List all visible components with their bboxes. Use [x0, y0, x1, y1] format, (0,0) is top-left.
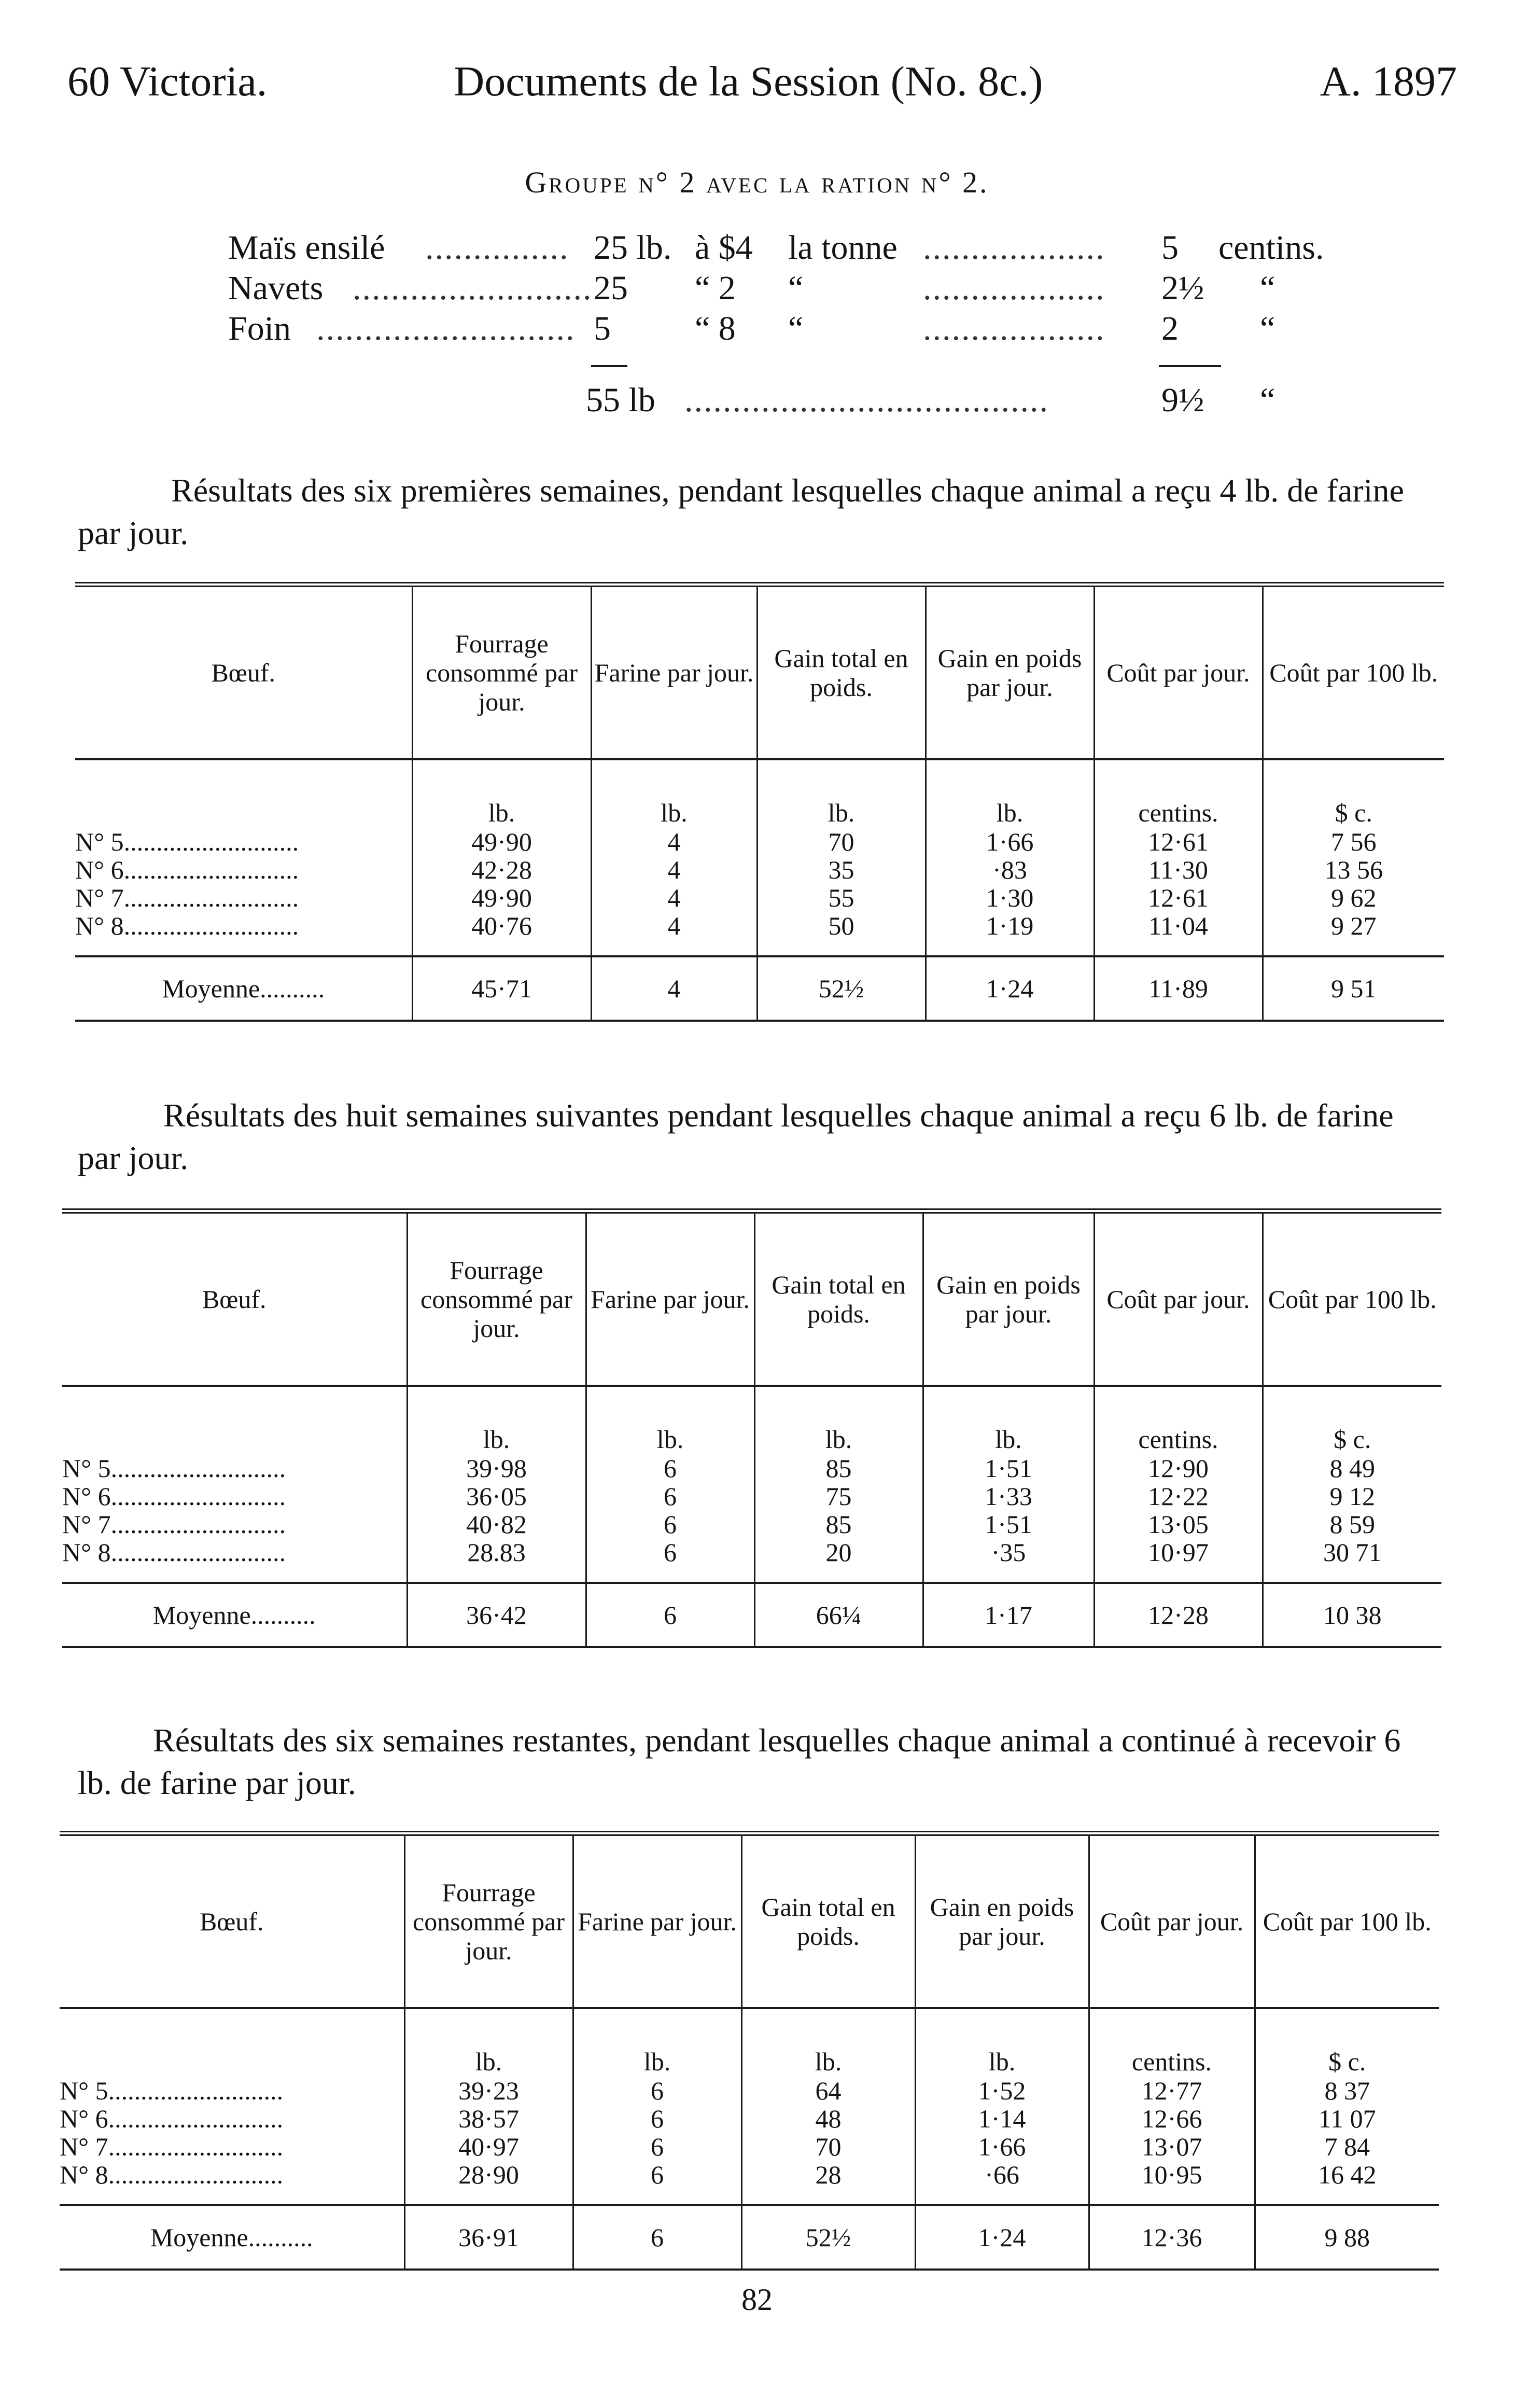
results-table — [75, 582, 1444, 1022]
cell: 8 59 — [1263, 1510, 1441, 1538]
col-header-fourrage: Fourrage consommé par jour. — [407, 1214, 586, 1386]
cell: 55 — [757, 884, 926, 912]
ration-item-cost-unit: centins. — [1218, 229, 1324, 267]
leader-dots: ........................... — [123, 912, 299, 940]
cell: 16 42 — [1255, 2161, 1439, 2189]
average-cell: 52½ — [757, 956, 926, 1021]
ration-row — [228, 309, 1369, 350]
average-cell: 12·36 — [1089, 2205, 1255, 2270]
row-label — [60, 2077, 404, 2105]
leader-dots: ......................... — [353, 269, 593, 307]
leader-dots: .......... — [260, 974, 325, 1003]
unit-cell: lb. — [412, 759, 591, 828]
table-row — [75, 828, 1444, 856]
col-header-gain-jour: Gain en poids par jour. — [923, 1214, 1094, 1386]
average-cell: 1·17 — [923, 1583, 1094, 1647]
cell: 40·76 — [412, 912, 591, 940]
cell: 39·23 — [404, 2077, 573, 2105]
leader-dots: ........................... — [110, 1482, 286, 1510]
running-header — [67, 57, 1457, 114]
row-label-text: N° 7 — [62, 1510, 111, 1538]
cell: 10·97 — [1094, 1538, 1263, 1566]
cell: 38·57 — [404, 2105, 573, 2133]
row-label-text: N° 6 — [60, 2105, 108, 2133]
ration-item-cost-unit: “ — [1260, 310, 1275, 347]
leader-dots: ............... — [425, 229, 569, 267]
table-row — [75, 884, 1444, 912]
cell: 1·66 — [915, 2133, 1089, 2161]
table-row — [62, 1454, 1441, 1482]
cell: 13 56 — [1263, 856, 1444, 884]
ration-block — [228, 228, 1369, 421]
average-cell: 1·24 — [926, 956, 1094, 1021]
ration-item-cost: 2½ — [1161, 269, 1204, 307]
leader-dots: ........................... — [108, 2161, 284, 2189]
table-row — [62, 1482, 1441, 1510]
cell: 9 62 — [1263, 884, 1444, 912]
cell: 6 — [586, 1538, 754, 1566]
cell: 4 — [591, 912, 757, 940]
results-table — [60, 1831, 1439, 2271]
unit-cell: lb. — [926, 759, 1094, 828]
ration-total-cost: 9½ — [1161, 381, 1204, 419]
leader-dots: ........................... — [108, 2133, 284, 2161]
table-row — [75, 912, 1444, 940]
average-cell: 52½ — [741, 2205, 915, 2270]
ration-item-name: Foin — [228, 310, 291, 347]
col-header-farine: Farine par jour. — [586, 1214, 754, 1386]
cell: 6 — [586, 1510, 754, 1538]
leader-dots: ........................... — [110, 1510, 286, 1538]
col-header-boeuf: Bœuf. — [75, 587, 412, 759]
cell: 1·33 — [923, 1482, 1094, 1510]
col-header-boeuf: Bœuf. — [60, 1836, 404, 2008]
ration-item-unit: “ — [788, 269, 804, 307]
cell: 12·66 — [1089, 2105, 1255, 2133]
average-cell: 11·89 — [1094, 956, 1263, 1021]
row-label-text: N° 5 — [62, 1454, 111, 1482]
ration-item-name: Maïs ensilé — [228, 229, 385, 267]
ration-total-row — [228, 381, 1369, 421]
cell: 1·51 — [923, 1510, 1094, 1538]
col-header-cout-jour: Coût par jour. — [1094, 587, 1263, 759]
units-label — [75, 759, 412, 828]
row-label — [75, 884, 412, 912]
table-row — [62, 1510, 1441, 1538]
cell: 12·61 — [1094, 884, 1263, 912]
col-header-gain-jour: Gain en poids par jour. — [915, 1836, 1089, 2008]
spacer-row — [75, 940, 1444, 956]
leader-dots: ........................... — [110, 1454, 286, 1482]
col-header-gain-jour: Gain en poids par jour. — [926, 587, 1094, 759]
cell: 40·97 — [404, 2133, 573, 2161]
ration-item-unit: “ — [788, 310, 804, 347]
ration-total-unit: “ — [1260, 381, 1275, 419]
cell: 11·30 — [1094, 856, 1263, 884]
cell: 50 — [757, 912, 926, 940]
average-cell: 1·24 — [915, 2205, 1089, 2270]
col-header-cout-100: Coût par 100 lb. — [1263, 587, 1444, 759]
cell: 8 37 — [1255, 2077, 1439, 2105]
row-label-text: N° 8 — [75, 912, 124, 940]
leader-dots: .......... — [250, 1600, 316, 1630]
cell: 39·98 — [407, 1454, 586, 1482]
cell: 85 — [754, 1454, 923, 1482]
unit-cell: centins. — [1089, 2008, 1255, 2077]
leader-dots: ................... — [923, 269, 1105, 307]
row-label — [60, 2133, 404, 2161]
cell: 49·90 — [412, 884, 591, 912]
ration-item-name: Navets — [228, 269, 324, 307]
cell: 7 84 — [1255, 2133, 1439, 2161]
ration-item-weight: 5 — [594, 310, 611, 347]
ration-item-cost-unit: “ — [1260, 269, 1275, 307]
row-label — [62, 1482, 407, 1510]
ration-item-price: à $4 — [695, 229, 753, 267]
unit-cell: lb. — [915, 2008, 1089, 2077]
unit-cell: centins. — [1094, 1386, 1263, 1454]
unit-cell: lb. — [923, 1386, 1094, 1454]
cell: 75 — [754, 1482, 923, 1510]
cell: 85 — [754, 1510, 923, 1538]
cell: 6 — [573, 2133, 741, 2161]
section-intro: Résultats des six premières semaines, pendant lesquelles chaque animal a reçu 4 lb. de farine par jour. — [78, 472, 1404, 551]
row-label-text: N° 7 — [75, 884, 124, 912]
unit-cell: lb. — [407, 1386, 586, 1454]
leader-dots: ........................... — [316, 310, 576, 347]
average-label — [62, 1583, 407, 1647]
cell: 6 — [573, 2161, 741, 2189]
unit-cell: lb. — [591, 759, 757, 828]
cell: 7 56 — [1263, 828, 1444, 856]
col-header-cout-jour: Coût par jour. — [1094, 1214, 1263, 1386]
col-header-cout-100: Coût par 100 lb. — [1263, 1214, 1441, 1386]
leader-dots: ........................... — [123, 884, 299, 912]
cell: 28.83 — [407, 1538, 586, 1566]
col-header-fourrage: Fourrage consommé par jour. — [412, 587, 591, 759]
cell: 70 — [741, 2133, 915, 2161]
page-number: 82 — [741, 2282, 773, 2317]
cell: ·66 — [915, 2161, 1089, 2189]
unit-cell: $ c. — [1263, 759, 1444, 828]
cell: 12·22 — [1094, 1482, 1263, 1510]
leader-dots: ........................... — [123, 828, 299, 856]
row-label-text: N° 5 — [60, 2077, 108, 2105]
subtotal-rule — [1159, 365, 1221, 367]
average-cell: 6 — [586, 1583, 754, 1647]
header-session: 60 Victoria. — [67, 58, 268, 105]
units-label — [60, 2008, 404, 2077]
average-cell: 36·42 — [407, 1583, 586, 1647]
table-row — [60, 2077, 1439, 2105]
average-row — [62, 1583, 1441, 1647]
row-label — [62, 1454, 407, 1482]
row-label — [62, 1538, 407, 1566]
cell: 4 — [591, 856, 757, 884]
cell: 1·52 — [915, 2077, 1089, 2105]
unit-cell: lb. — [754, 1386, 923, 1454]
ration-item-cost: 5 — [1161, 229, 1179, 267]
leader-dots: ........................... — [123, 856, 299, 884]
average-label-text: Moyenne — [152, 1600, 251, 1630]
table-row — [60, 2161, 1439, 2189]
cell: 1·66 — [926, 828, 1094, 856]
table-row — [75, 856, 1444, 884]
average-cell: 9 51 — [1263, 956, 1444, 1021]
ration-subtotal-rules — [228, 350, 1369, 381]
group-title: Groupe n° 2 avec la ration n° 2. — [525, 165, 989, 199]
table-row — [60, 2105, 1439, 2133]
unit-cell: lb. — [757, 759, 926, 828]
cell: 12·77 — [1089, 2077, 1255, 2105]
cell: 40·82 — [407, 1510, 586, 1538]
ration-total-weight: 55 lb — [586, 381, 655, 419]
row-label-text: N° 6 — [62, 1482, 111, 1510]
average-cell: 66¼ — [754, 1583, 923, 1647]
row-label — [60, 2105, 404, 2133]
row-label-text: N° 8 — [60, 2161, 108, 2189]
cell: 4 — [591, 884, 757, 912]
cell: 35 — [757, 856, 926, 884]
col-header-fourrage: Fourrage consommé par jour. — [404, 1836, 573, 2008]
cell: 1·19 — [926, 912, 1094, 940]
ration-item-unit: la tonne — [788, 229, 898, 267]
col-header-cout-jour: Coût par jour. — [1089, 1836, 1255, 2008]
cell: 6 — [586, 1482, 754, 1510]
cell: 4 — [591, 828, 757, 856]
header-documents: Documents de la Session (No. 8c.) — [454, 58, 1043, 105]
average-cell: 10 38 — [1263, 1583, 1441, 1647]
average-cell: 45·71 — [412, 956, 591, 1021]
average-cell: 4 — [591, 956, 757, 1021]
results-table — [62, 1208, 1441, 1648]
cell: 1·30 — [926, 884, 1094, 912]
cell: 48 — [741, 2105, 915, 2133]
unit-cell: centins. — [1094, 759, 1263, 828]
ration-item-price: “ 8 — [695, 310, 736, 347]
row-label — [75, 856, 412, 884]
cell: 28·90 — [404, 2161, 573, 2189]
spacer-row — [62, 1566, 1441, 1583]
average-cell: 9 88 — [1255, 2205, 1439, 2270]
unit-cell: $ c. — [1263, 1386, 1441, 1454]
leader-dots: .......... — [248, 2223, 313, 2252]
units-label — [62, 1386, 407, 1454]
leader-dots: ........................... — [108, 2077, 284, 2105]
row-label — [75, 912, 412, 940]
unit-cell: $ c. — [1255, 2008, 1439, 2077]
cell: 12·90 — [1094, 1454, 1263, 1482]
cell: 13·05 — [1094, 1510, 1263, 1538]
leader-dots: ................... — [923, 229, 1105, 267]
cell: 6 — [573, 2105, 741, 2133]
unit-cell: lb. — [741, 2008, 915, 2077]
ration-item-weight: 25 lb. — [594, 229, 672, 267]
cell: 9 27 — [1263, 912, 1444, 940]
cell: 8 49 — [1263, 1454, 1441, 1482]
cell: 10·95 — [1089, 2161, 1255, 2189]
unit-cell: lb. — [586, 1386, 754, 1454]
row-label — [60, 2161, 404, 2189]
cell: 12·61 — [1094, 828, 1263, 856]
cell: 13·07 — [1089, 2133, 1255, 2161]
cell: ·35 — [923, 1538, 1094, 1566]
average-row — [60, 2205, 1439, 2270]
header-year: A. 1897 — [1320, 58, 1457, 105]
cell: 28 — [741, 2161, 915, 2189]
spacer-row — [60, 2189, 1439, 2205]
row-label-text: N° 7 — [60, 2133, 108, 2161]
cell: 6 — [586, 1454, 754, 1482]
col-header-gain-total: Gain total en poids. — [754, 1214, 923, 1386]
row-label-text: N° 6 — [75, 856, 124, 884]
cell: 1·14 — [915, 2105, 1089, 2133]
average-cell: 12·28 — [1094, 1583, 1263, 1647]
row-label — [75, 828, 412, 856]
cell: 42·28 — [412, 856, 591, 884]
ration-row — [228, 269, 1369, 309]
cell: 11 07 — [1255, 2105, 1439, 2133]
average-cell: 36·91 — [404, 2205, 573, 2270]
leader-dots: ........................... — [108, 2105, 284, 2133]
unit-cell: lb. — [404, 2008, 573, 2077]
leader-dots: ................... — [923, 310, 1105, 347]
ration-item-weight: 25 — [594, 269, 628, 307]
table-row — [62, 1538, 1441, 1566]
leader-dots: ...................................... — [684, 381, 1049, 419]
col-header-farine: Farine par jour. — [591, 587, 757, 759]
col-header-boeuf: Bœuf. — [62, 1214, 407, 1386]
average-row — [75, 956, 1444, 1021]
row-label-text: N° 5 — [75, 828, 124, 856]
cell: 11·04 — [1094, 912, 1263, 940]
subtotal-rule — [591, 365, 627, 367]
cell: 9 12 — [1263, 1482, 1441, 1510]
row-label — [62, 1510, 407, 1538]
section-intro: Résultats des huit semaines suivantes pendant lesquelles chaque animal a reçu 6 lb. de farine par jour. — [78, 1097, 1394, 1176]
cell: 20 — [754, 1538, 923, 1566]
table-row — [60, 2133, 1439, 2161]
average-label — [75, 956, 412, 1021]
average-cell: 6 — [573, 2205, 741, 2270]
col-header-farine: Farine par jour. — [573, 1836, 741, 2008]
ration-item-cost: 2 — [1161, 310, 1179, 347]
cell: ·83 — [926, 856, 1094, 884]
row-label-text: N° 8 — [62, 1538, 111, 1566]
average-label — [60, 2205, 404, 2270]
cell: 6 — [573, 2077, 741, 2105]
units-row — [62, 1386, 1441, 1454]
cell: 70 — [757, 828, 926, 856]
unit-cell: lb. — [573, 2008, 741, 2077]
cell: 49·90 — [412, 828, 591, 856]
cell: 30 71 — [1263, 1538, 1441, 1566]
cell: 64 — [741, 2077, 915, 2105]
average-label-text: Moyenne — [162, 974, 260, 1003]
section-intro: Résultats des six semaines restantes, pendant lesquelles chaque animal a continué à recevoir 6 lb. de farine par jour. — [78, 1722, 1401, 1801]
units-row — [75, 759, 1444, 828]
leader-dots: ........................... — [110, 1538, 286, 1566]
col-header-cout-100: Coût par 100 lb. — [1255, 1836, 1439, 2008]
units-row — [60, 2008, 1439, 2077]
col-header-gain-total: Gain total en poids. — [741, 1836, 915, 2008]
cell: 36·05 — [407, 1482, 586, 1510]
col-header-gain-total: Gain total en poids. — [757, 587, 926, 759]
average-label-text: Moyenne — [150, 2223, 248, 2252]
ration-row — [228, 228, 1369, 269]
cell: 1·51 — [923, 1454, 1094, 1482]
ration-item-price: “ 2 — [695, 269, 736, 307]
